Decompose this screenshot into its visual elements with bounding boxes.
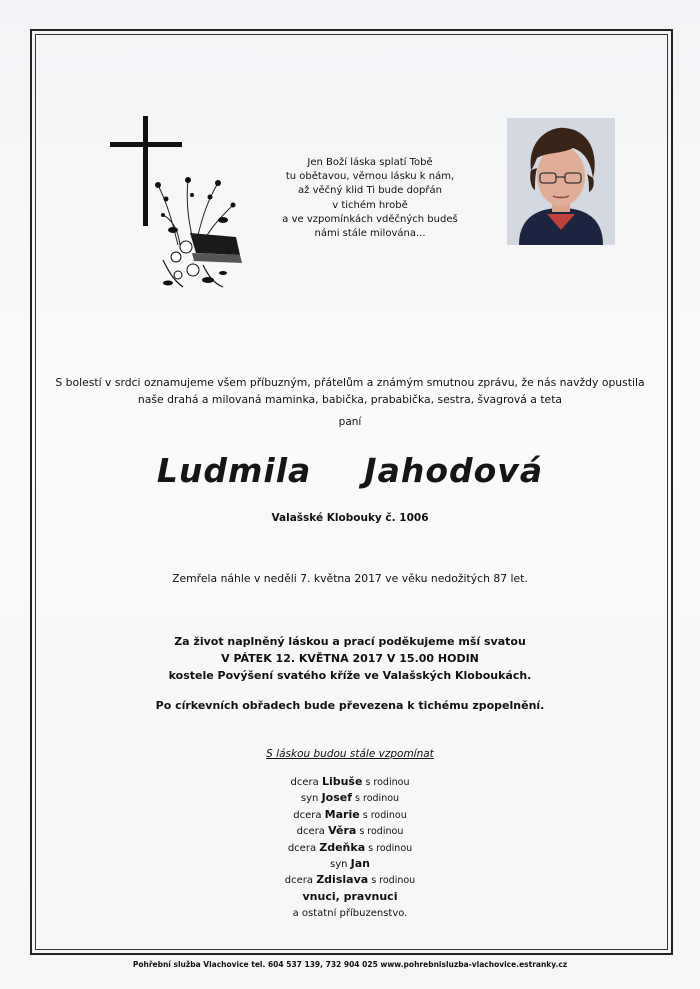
mourner-entry bbox=[200, 790, 500, 806]
announcement bbox=[40, 374, 660, 408]
honorific: paní bbox=[338, 416, 362, 428]
mourner-entry bbox=[200, 889, 500, 905]
ceremony-line: Za život naplněný láskou a prací poděkujeme mší svatou bbox=[174, 635, 526, 648]
mourner-entry bbox=[200, 774, 500, 790]
mourner-entry bbox=[200, 823, 500, 839]
poem bbox=[265, 156, 475, 241]
mourner-suffix: s rodinou bbox=[352, 793, 400, 805]
ceremony-line: kostele Povýšení svatého kříže ve Valašských Kloboukách. bbox=[168, 669, 532, 682]
mourner-name: Zdeňka bbox=[319, 840, 366, 854]
ceremony-details bbox=[80, 633, 620, 684]
mourner-name: Věra bbox=[328, 824, 357, 838]
poem-line: námi stále milována... bbox=[314, 228, 426, 240]
poem-line: Jen Boží láska splatí Tobě bbox=[307, 157, 433, 168]
deceased-address: Valašské Klobouky č. 1006 bbox=[271, 512, 429, 524]
death-notice: Zemřela náhle v neděli 7. května 2017 ve věku nedožitých 87 let. bbox=[172, 572, 528, 585]
mourner-name: Libuše bbox=[321, 775, 363, 788]
mourner-name: Zdislava bbox=[316, 873, 369, 887]
mourners-heading: S láskou budou stále vzpomínat bbox=[266, 748, 434, 760]
mourner-name: Josef bbox=[321, 791, 353, 805]
mourner-entry bbox=[200, 807, 500, 823]
mourner-relation: dcera bbox=[296, 826, 329, 838]
mourners-list bbox=[200, 774, 500, 922]
mourner-relation: dcera bbox=[293, 809, 325, 821]
cremation-notice: Po církevních obřadech bude převezena k tichému zpopelnění. bbox=[155, 699, 545, 712]
portrait-photo bbox=[507, 118, 615, 245]
mourner-relation: dcera bbox=[290, 777, 322, 788]
mourner-relation: syn bbox=[329, 859, 351, 871]
mourner-relation: dcera bbox=[287, 842, 320, 854]
ceremony-line: V PÁTEK 12. KVĚTNA 2017 V 15.00 HODIN bbox=[221, 652, 479, 665]
flowers-book-icon bbox=[148, 175, 243, 290]
poem-line: v tichém hrobě bbox=[332, 199, 408, 211]
mourner-relation: syn bbox=[300, 793, 322, 805]
mourner-entry bbox=[200, 840, 500, 856]
mourner-name: vnuci, pravnuci bbox=[302, 889, 398, 903]
mourner-relation: a ostatní příbuzenstvo. bbox=[292, 908, 408, 920]
mourner-suffix: s rodinou bbox=[365, 842, 413, 854]
announcement-line: S bolestí v srdci oznamujeme všem příbuzným, přátelům a známým smutnou zprávu, že nás navždy opustila bbox=[55, 376, 645, 389]
announcement-line: naše drahá a milovaná maminka, babička, prababička, sestra, švagrová a teta bbox=[137, 393, 563, 406]
funeral-service-footer: Pohřební služba Vlachovice tel. 604 537 139, 732 904 025 www.pohrebnisluzba-vlachovice.estranky.cz bbox=[132, 960, 568, 969]
mourner-suffix: s rodinou bbox=[359, 809, 407, 821]
mourner-suffix: s rodinou bbox=[362, 777, 410, 788]
poem-line: a ve vzpomínkách vděčných budeš bbox=[282, 213, 458, 225]
mourner-relation: dcera bbox=[284, 875, 317, 887]
mourner-entry bbox=[200, 856, 500, 872]
poem-line: tu obětavou, věrnou lásku k nám, bbox=[285, 171, 455, 183]
mourner-entry bbox=[200, 905, 500, 921]
mourner-name: Marie bbox=[324, 807, 360, 821]
mourner-entry bbox=[200, 872, 500, 888]
poem-line: až věčný klid Ti bude dopřán bbox=[298, 185, 442, 197]
mourner-suffix: s rodinou bbox=[356, 826, 404, 838]
mourner-suffix: s rodinou bbox=[368, 875, 416, 887]
mourner-name: Jan bbox=[350, 857, 370, 871]
deceased-name: Ludmila Jahodová bbox=[156, 451, 544, 490]
